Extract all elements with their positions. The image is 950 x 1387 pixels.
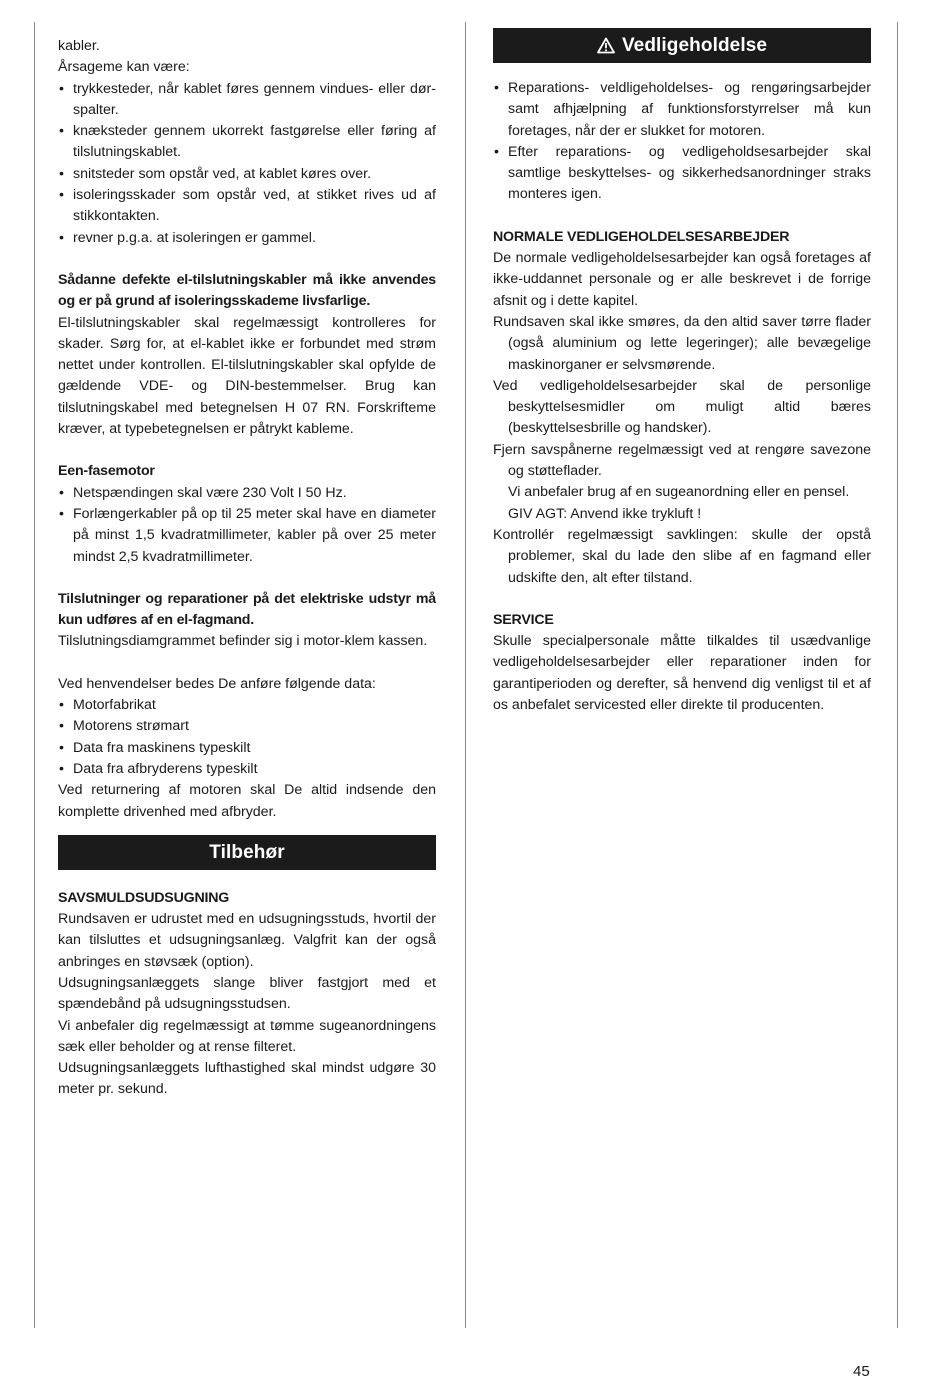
suction-tip: Vi anbefaler brug af en sugeanordning eller en pensel. [508, 484, 850, 501]
list-item: • Motorens strømart [58, 716, 436, 737]
repair-warning: Tilslutninger og reparationer på det elektriske udstyr må kun udføres af en el-fagmand. [58, 590, 436, 629]
maintenance-list [493, 78, 871, 206]
list-item: • Data fra maskinens typeskilt [58, 738, 436, 759]
cable-text: El-tilslutningskabler skal regelmæssigt kontrolleres for skader. Sørg for, at el-kablet ikke er forbundet med strøm nettet under kontrollen. El-tilslutningskabler skal opfylde de gældende VDE- og DIN-bestemmelser. Brug kan tilslutningskabel med betegnelsen H 07 RN. Forskrifteme kræver, at typebetegnelsen er påtrykt kableme. [58, 314, 436, 438]
return-text: Ved returnering af motoren skal De altid indsende den komplette drivenhed med afbryder. [58, 782, 436, 820]
service-text: Skulle specialpersonale måtte tilkaldes til usædvanlige vedligeholdelsesarbejder eller reparationer inden for garantiperioden og derefter, så henvend dig venligst til et af os anbefalet servicested eller direkte til producenten. [493, 633, 871, 714]
list-item: • snitsteder som opstår ved, at kablet køres over. [58, 164, 436, 185]
accessory-title: Tilbehør [209, 841, 285, 863]
list-item: • Netspændingen skal være 230 Volt I 50 Hz. [58, 483, 436, 504]
inquiry-list [58, 695, 436, 780]
right-margin-rule [897, 22, 898, 1328]
normal-paragraph: Ved vedligeholdelsesarbejder skal de personlige beskyttelsesmidler om muligt altid bæres (beskyttelsesbrille og handsker). [493, 377, 871, 437]
list-item: • Data fra afbryderens typeskilt [58, 759, 436, 780]
causes-list [58, 79, 436, 249]
blade-text: Kontrollér regelmæssigt savklingen: skulle der opstå problemer, skal du lade den slibe af en fagmand eller udskifte den, alt efter tilstand. [493, 526, 871, 586]
list-item: • Motorfabrikat [58, 695, 436, 716]
dust-heading: SAVSMULDSUDSUGNING [58, 889, 230, 906]
caution-text: GIV AGT: Anvend ikke trykluft ! [508, 505, 702, 522]
motor-list [58, 483, 436, 568]
list-item: • isoleringsskader som opstår ved, at stikket rives ud af stikkontakten. [58, 185, 436, 228]
maintenance-title: Vedligeholdelse [621, 34, 768, 56]
motor-heading: Een-fasemotor [58, 463, 155, 480]
right-column [493, 28, 871, 716]
dust-paragraph: Vi anbefaler dig regelmæssigt at tømme sugeanordningens sæk eller beholder og at rense filteret. [58, 1017, 436, 1055]
left-column [58, 36, 436, 1101]
intro-line: kabler. [58, 38, 100, 54]
left-margin-rule [34, 22, 35, 1328]
dust-paragraph: Rundsaven er udrustet med en udsugningsstuds, hvortil der kan tilsluttes et udsugningsanlæg. Valgfrit kan der også anbringes en støvsæk (option). [58, 911, 436, 970]
center-column-rule [465, 22, 466, 1328]
dust-paragraph: Udsugningsanlæggets lufthastighed skal mindst udgøre 30 meter pr. sekund. [58, 1060, 436, 1098]
list-item: • Forlængerkabler på op til 25 meter skal have en diameter på minst 1,5 kvadratmillimeter, kabler på over 25 meter mindst 2,5 kvadratmillimeter. [58, 504, 436, 568]
diagram-text: Tilslutningsdiamgrammet befinder sig i motor-klem kassen. [58, 633, 428, 650]
normal-paragraph: Fjern savspånerne regelmæssigt ved at rengøre savezone og støtteflader. [493, 441, 871, 480]
list-item: • trykkesteder, når kablet føres gennem vindues- eller dør-spalter. [58, 79, 436, 122]
normal-paragraph: Rundsaven skal ikke smøres, da den altid saver tørre flader (også aluminium og lette legeringer); alle bevægelige maskinorganer er selvsmørende. [493, 313, 871, 373]
causes-heading: Årsageme kan være: [58, 59, 190, 76]
normal-heading: NORMALE VEDLIGEHOLDELSESARBEJDER [493, 228, 790, 245]
warning-triangle-icon [597, 37, 622, 54]
service-heading: SERVICE [493, 611, 554, 628]
cable-warning: Sådanne defekte el-tilslutningskabler må ikke anvendes og er på grund af isoleringsskademe livsfarlige. [58, 271, 436, 310]
accessory-title-bar [58, 835, 436, 870]
normal-intro: De normale vedligeholdelsesarbejder kan også foretages af ikke-uddannet personale og er alle beskrevet i de forrige afsnit og i dette kapitel. [493, 250, 871, 309]
maintenance-title-bar [493, 28, 871, 63]
list-item: • knæksteder gennem ukorrekt fastgørelse eller føring af tilslutningskablet. [58, 121, 436, 164]
list-item: • Efter reparations- og vedligeholdsesarbejder skal samtlige beskyttelses- og sikkerhedsanordninger straks monteres igen. [493, 142, 871, 206]
list-item: • revner p.g.a. at isoleringen er gammel. [58, 228, 436, 249]
dust-paragraph: Udsugningsanlæggets slange bliver fastgjort med et spændebånd på udsugningsstudsen. [58, 974, 436, 1013]
inquiry-heading: Ved henvendelser bedes De anføre følgende data: [58, 675, 376, 692]
page-number: 45 [853, 1363, 870, 1380]
list-item: • Reparations- veldligeholdelses- og rengøringsarbejder samt afhjælpning af funktionsforstyrrelser må kun foretages, når der er slukket for motoren. [493, 78, 871, 142]
